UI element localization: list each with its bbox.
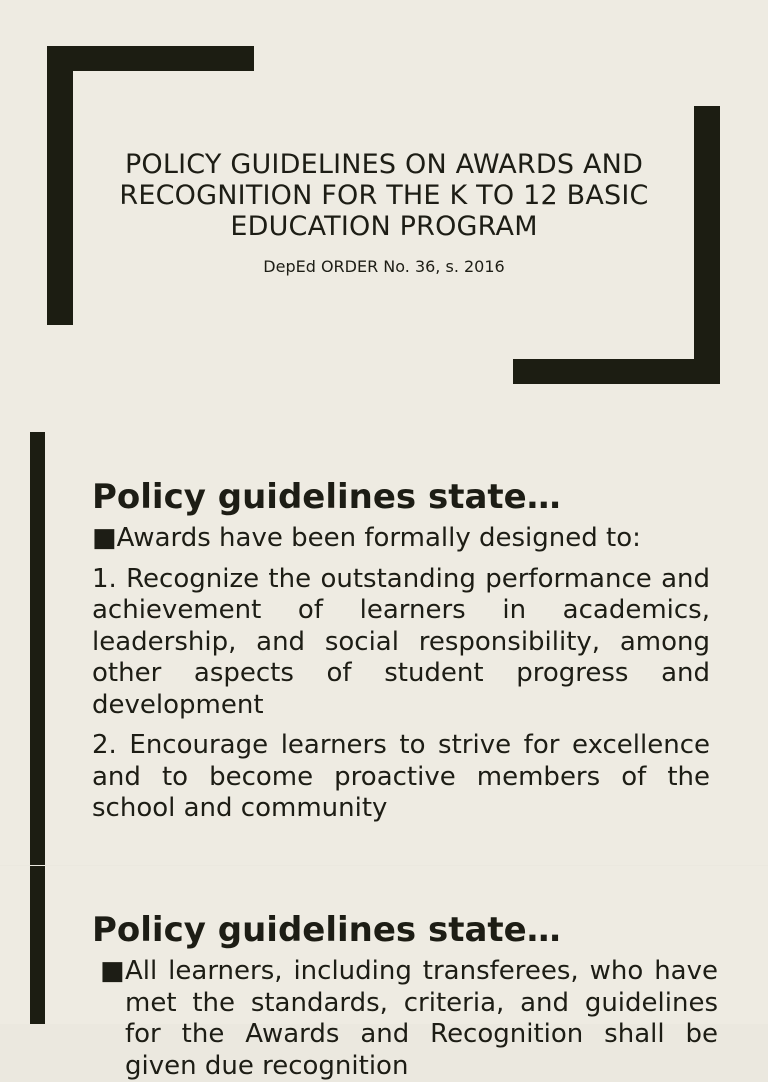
bullet-item [92,523,710,555]
top-left-bracket-horizontal [47,46,254,71]
slide-heading: Policy guidelines state… [92,910,561,950]
slide-body [92,523,710,834]
bullet-item [100,956,718,1082]
bottom-right-bracket-vertical [694,106,720,384]
numbered-item: 2. Encourage learners to strive for excellence and to become proactive members of the school and community [92,730,710,823]
square-bullet-icon: ■ [92,523,117,553]
accent-side-bar [30,866,45,1024]
top-left-bracket-vertical [47,46,73,325]
cover-subtitle: DepEd ORDER No. 36, s. 2016 [263,257,505,276]
square-bullet-icon: ■ [100,956,125,986]
guidelines-slide-1 [0,432,768,865]
slide-heading: Policy guidelines state… [92,477,561,517]
cover-title: POLICY GUIDELINES ON AWARDS AND RECOGNITION FOR THE K TO 12 BASIC EDUCATION PROGRAM [119,149,649,242]
accent-side-bar [30,432,45,865]
cover-slide [0,0,768,432]
bullet-text: Awards have been formally designed to: [116,523,641,553]
numbered-item: 1. Recognize the outstanding performance and achievement of learners in academics, leadership, and social responsibility, among other aspects of student progress and development [92,563,710,720]
bullet-text: All learners, including transferees, who have met the standards, criteria, and guidelines for the Awards and Recognition shall be given due recognition [125,956,718,1081]
bottom-right-bracket-horizontal [513,359,720,384]
guidelines-slide-2 [0,866,768,1081]
